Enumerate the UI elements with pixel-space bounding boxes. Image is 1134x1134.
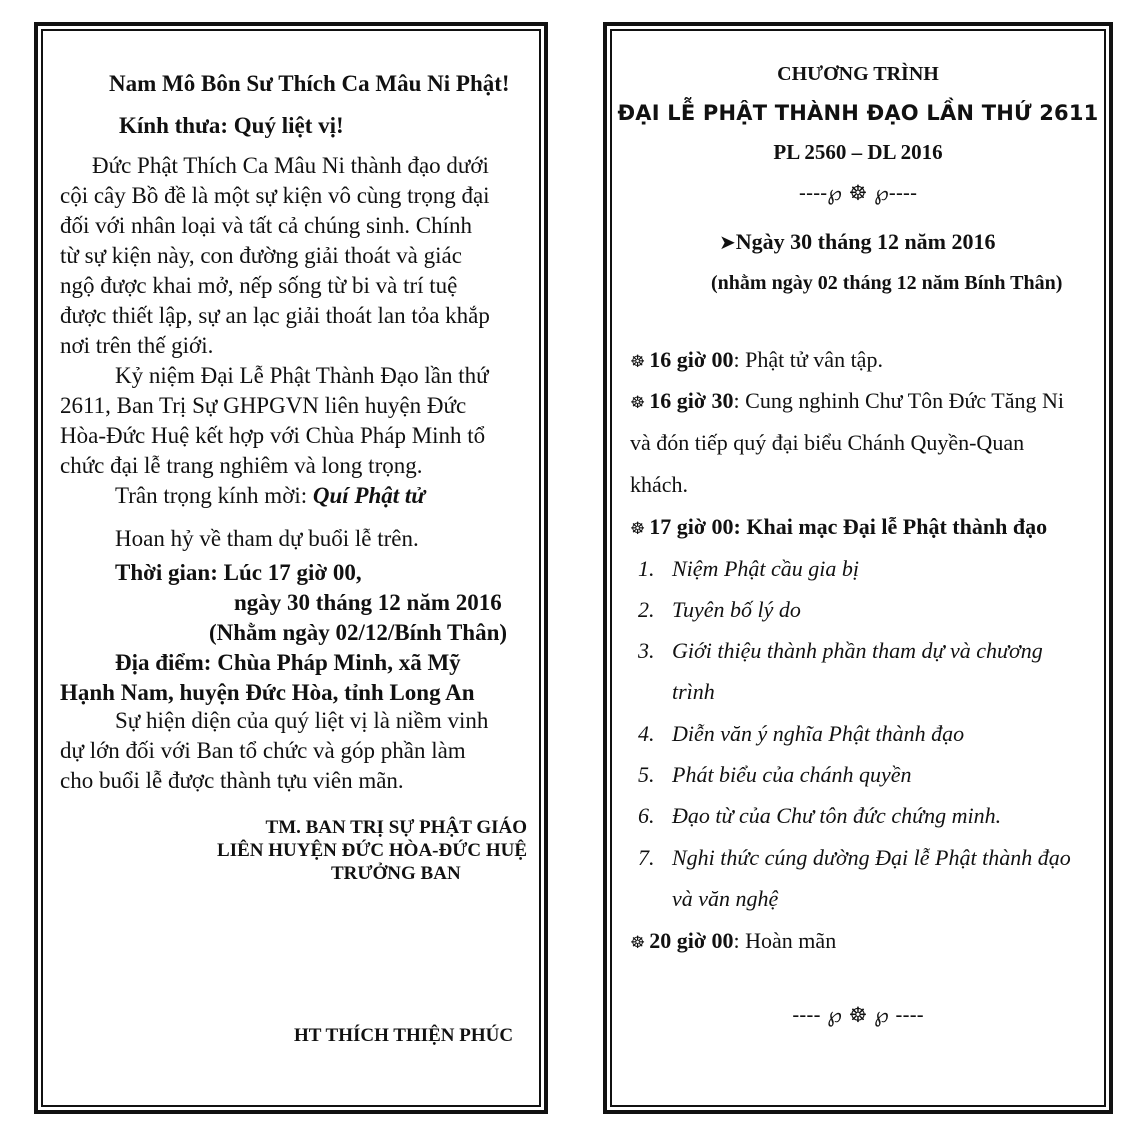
invite-line-2: Hoan hỷ về tham dự buổi lễ trên. bbox=[115, 526, 419, 551]
agenda-number: 2. bbox=[638, 597, 655, 622]
paragraph2-line: 2611, Ban Trị Sự GHPGVN liên huyện Đức bbox=[60, 393, 467, 418]
invitation-panel bbox=[34, 22, 548, 1114]
agenda-item: Đạo từ của Chư tôn đức chứng minh. bbox=[672, 803, 1002, 828]
signer-name: HT THÍCH THIỆN PHÚC bbox=[294, 1025, 514, 1046]
program-panel bbox=[603, 22, 1113, 1114]
dharma-wheel-bullet-icon: ☸ bbox=[630, 352, 646, 372]
agenda-number: 3. bbox=[638, 638, 655, 663]
schedule-time: 20 giờ 00 bbox=[649, 928, 734, 953]
calendar-years: PL 2560 – DL 2016 bbox=[773, 140, 943, 164]
agenda-item: Niệm Phật cầu gia bị bbox=[672, 556, 859, 581]
agenda-item: Nghi thức cúng dường Đại lễ Phật thành đạo bbox=[672, 845, 1071, 870]
dharma-wheel-bullet-icon: ☸ bbox=[630, 393, 646, 413]
schedule-text: : Cung nghinh Chư Tôn Đức Tăng Ni bbox=[733, 388, 1064, 413]
agenda-number: 7. bbox=[638, 845, 655, 870]
invitation-inner-border bbox=[41, 29, 541, 1107]
ornament-divider: ----℘ ☸ ℘---- bbox=[798, 181, 918, 205]
paragraph1-line: được thiết lập, sự an lạc giải thoát lan tỏa khắp bbox=[60, 303, 490, 328]
paragraph1-line: nơi trên thế giới. bbox=[60, 333, 214, 358]
paragraph1-line: ngộ được khai mở, nếp sống từ bi và trí tuệ bbox=[60, 273, 458, 298]
closing-line: cho buổi lễ được thành tựu viên mãn. bbox=[60, 768, 404, 793]
agenda-item: Diễn văn ý nghĩa Phật thành đạo bbox=[672, 721, 965, 746]
paragraph2-line: Kỷ niệm Đại Lễ Phật Thành Đạo lần thứ bbox=[115, 363, 489, 388]
schedule-continuation: và đón tiếp quý đại biểu Chánh Quyền-Quan bbox=[630, 430, 1025, 455]
paragraph1-line: đối với nhân loại và tất cả chúng sinh. Chính bbox=[60, 213, 473, 238]
schedule-continuation: khách. bbox=[630, 472, 689, 497]
time-date: ngày 30 tháng 12 năm 2016 bbox=[234, 590, 502, 615]
paragraph2-line: chức đại lễ trang nghiêm và long trọng. bbox=[60, 453, 423, 478]
agenda-item: Giới thiệu thành phần tham dự và chương bbox=[672, 638, 1043, 663]
agenda-item-continuation: trình bbox=[672, 679, 715, 704]
agenda-number: 5. bbox=[638, 762, 655, 787]
invite-guest: Quí Phật tử bbox=[312, 483, 426, 508]
signature-title-1: TM. BAN TRỊ SỰ PHẬT GIÁO bbox=[265, 817, 527, 838]
place-line-1: Địa điểm: Chùa Pháp Minh, xã Mỹ bbox=[115, 650, 461, 675]
agenda-number: 6. bbox=[638, 803, 655, 828]
closing-line: Sự hiện diện của quý liệt vị là niềm vinh bbox=[115, 708, 489, 733]
dharma-wheel-bullet-icon: ☸ bbox=[630, 519, 646, 539]
salutation: Kính thưa: Quý liệt vị! bbox=[119, 113, 344, 138]
agenda-item-continuation: và văn nghệ bbox=[672, 886, 779, 911]
schedule-item bbox=[630, 345, 883, 377]
agenda-number: 4. bbox=[638, 721, 655, 746]
schedule-text: : Phật tử vân tập. bbox=[733, 347, 883, 372]
signature-title-3: TRƯỞNG BAN bbox=[331, 863, 461, 884]
agenda-item: Phát biểu của chánh quyền bbox=[672, 762, 912, 787]
paragraph1-line: Đức Phật Thích Ca Mâu Ni thành đạo dưới bbox=[92, 153, 489, 178]
time-label: Thời gian: Lúc 17 giờ 00, bbox=[115, 560, 362, 585]
paragraph2-line: Hòa-Đức Huệ kết hợp với Chùa Pháp Minh tổ bbox=[60, 423, 486, 448]
time-lunar: (Nhằm ngày 02/12/Bính Thân) bbox=[209, 620, 508, 645]
date-text: Ngày 30 tháng 12 năm 2016 bbox=[735, 229, 996, 254]
schedule-text: : Hoàn mãn bbox=[733, 928, 837, 953]
greeting: Nam Mô Bôn Sư Thích Ca Mâu Ni Phật! bbox=[109, 71, 510, 96]
signature-title-2: LIÊN HUYỆN ĐỨC HÒA-ĐỨC HUỆ bbox=[217, 840, 527, 861]
schedule-item bbox=[630, 926, 836, 958]
schedule-time: 16 giờ 30 bbox=[649, 388, 734, 413]
agenda-number: 1. bbox=[638, 556, 655, 581]
invite-prefix: Trân trọng kính mời: bbox=[115, 483, 308, 508]
program-title: CHƯƠNG TRÌNH bbox=[777, 63, 939, 85]
place-line-2: Hạnh Nam, huyện Đức Hòa, tỉnh Long An bbox=[60, 680, 475, 705]
agenda-item: Tuyên bố lý do bbox=[672, 597, 801, 622]
program-inner-border bbox=[610, 29, 1106, 1107]
ornament-divider-bottom: ---- ℘ ☸ ℘ ---- bbox=[792, 1003, 924, 1027]
event-title: ĐẠI LỄ PHẬT THÀNH ĐẠO LẦN THỨ 2611 bbox=[617, 101, 1099, 125]
arrow-bullet-icon: ➤ bbox=[719, 230, 736, 254]
lunar-line: (nhằm ngày 02 tháng 12 năm Bính Thân) bbox=[711, 272, 1063, 294]
dharma-wheel-bullet-icon: ☸ bbox=[630, 933, 646, 953]
paragraph1-line: cội cây Bồ đề là một sự kiện vô cùng trọng đại bbox=[60, 183, 490, 208]
schedule-item bbox=[630, 386, 1064, 418]
schedule-item bbox=[630, 512, 1047, 544]
schedule-time: 16 giờ 00 bbox=[649, 347, 734, 372]
schedule-text: : Khai mạc Đại lễ Phật thành đạo bbox=[733, 514, 1048, 539]
invite-line bbox=[115, 481, 425, 511]
paragraph1-line: từ sự kiện này, con đường giải thoát và giác bbox=[60, 243, 462, 268]
closing-line: dự lớn đối với Ban tổ chức và góp phần làm bbox=[60, 738, 466, 763]
date-line bbox=[719, 227, 996, 257]
schedule-time: 17 giờ 00 bbox=[649, 514, 734, 539]
